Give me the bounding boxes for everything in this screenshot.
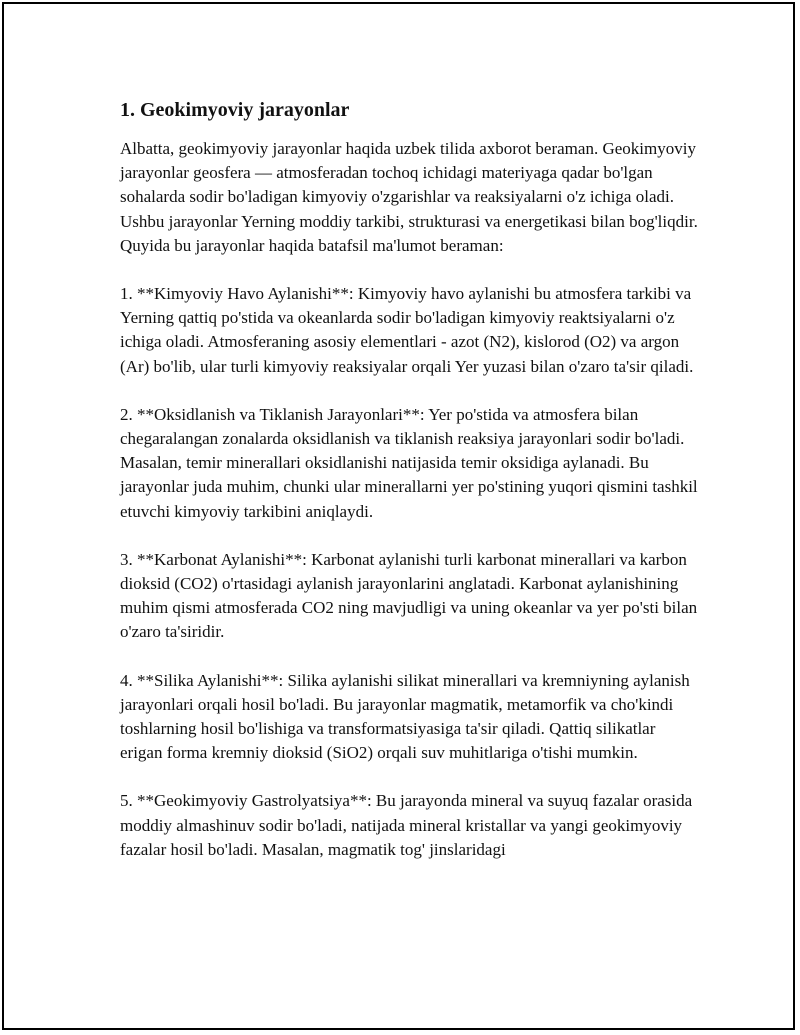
- paragraph-gastrolyatsiya: 5. **Geokimyoviy Gastrolyatsiya**: Bu jarayonda mineral va suyuq fazalar orasida moddiy almashinuv sodir bo'ladi, natijada mineral kristallar va yangi geokimyoviy fazalar hosil bo'ladi. Masalan, magmatik tog' jinslaridagi: [120, 791, 693, 859]
- intro-paragraph: Albatta, geokimyoviy jarayonlar haqida uzbek tilida axborot beraman. Geokimyoviy jarayonlar geosfera — atmosferadan tochoq ichidagi materiyaga qadar bo'lgan sohalarda sodir bo'ladigan kimyoviy o'zgarishlar va reaksiyalarni o'z ichiga oladi. Ushbu jarayonlar Yerning moddiy tarkibi, strukturasi va energetikasi bilan bog'liqdir. Quyida bu jarayonlar haqida batafsil ma'lumot beraman:: [120, 139, 698, 255]
- paragraph-redox: 2. **Oksidlanish va Tiklanish Jarayonlari**: Yer po'stida va atmosfera bilan chegaralangan zonalarda oksidlanish va tiklanish reaksiya jarayonlari sodir bo'ladi. Masalan, temir minerallari oksidlanishi natijasida temir oksidiga aylanadi. Bu jarayonlar juda muhim, chunki ular minerallarni yer po'stining yuqori qismini tashkil etuvchi kimyoviy tarkibini aniqlaydi.: [120, 404, 698, 521]
- paragraph-carbonate-cycle: 3. **Karbonat Aylanishi**: Karbonat aylanishi turli karbonat minerallari va karbon dioksid (CO2) o'rtasidagi aylanish jarayonlarini anglatadi. Karbonat aylanishining muhim qismi atmosferada CO2 ning mavjudligi va uning okeanlar va yer po'sti bilan o'zaro ta'siridir.: [120, 549, 698, 642]
- document-page: [2, 2, 795, 1030]
- paragraph-air-cycle: 1. **Kimyoviy Havo Aylanishi**: Kimyoviy havo aylanishi bu atmosfera tarkibi va Yerning qattiq po'stida va okeanlarda sodir bo'ladigan kimyoviy reaktsiyalarni o'z ichiga oladi. Atmosferaning asosiy elementlari - azot (N2), kislorod (O2) va argon (Ar) bo'lib, ular turli kimyoviy reaksiyalar orqali Yer yuzasi bilan o'zaro ta'sir qiladi.: [120, 284, 694, 376]
- section-heading: 1. Geokimyoviy jarayonlar: [120, 99, 350, 121]
- paragraph-silica-cycle: 4. **Silika Aylanishi**: Silika aylanishi silikat minerallari va kremniyning aylanish jarayonlari orqali hosil bo'ladi. Bu jarayonlar magmatik, metamorfik va cho'kindi toshlarning hosil bo'lishiga va transformatsiyasiga ta'sir qiladi. Qattiq silikatlar erigan forma kremniy dioksid (SiO2) orqali suv muhitlariga o'tishi mumkin.: [120, 670, 690, 763]
- document-body: [120, 96, 700, 886]
